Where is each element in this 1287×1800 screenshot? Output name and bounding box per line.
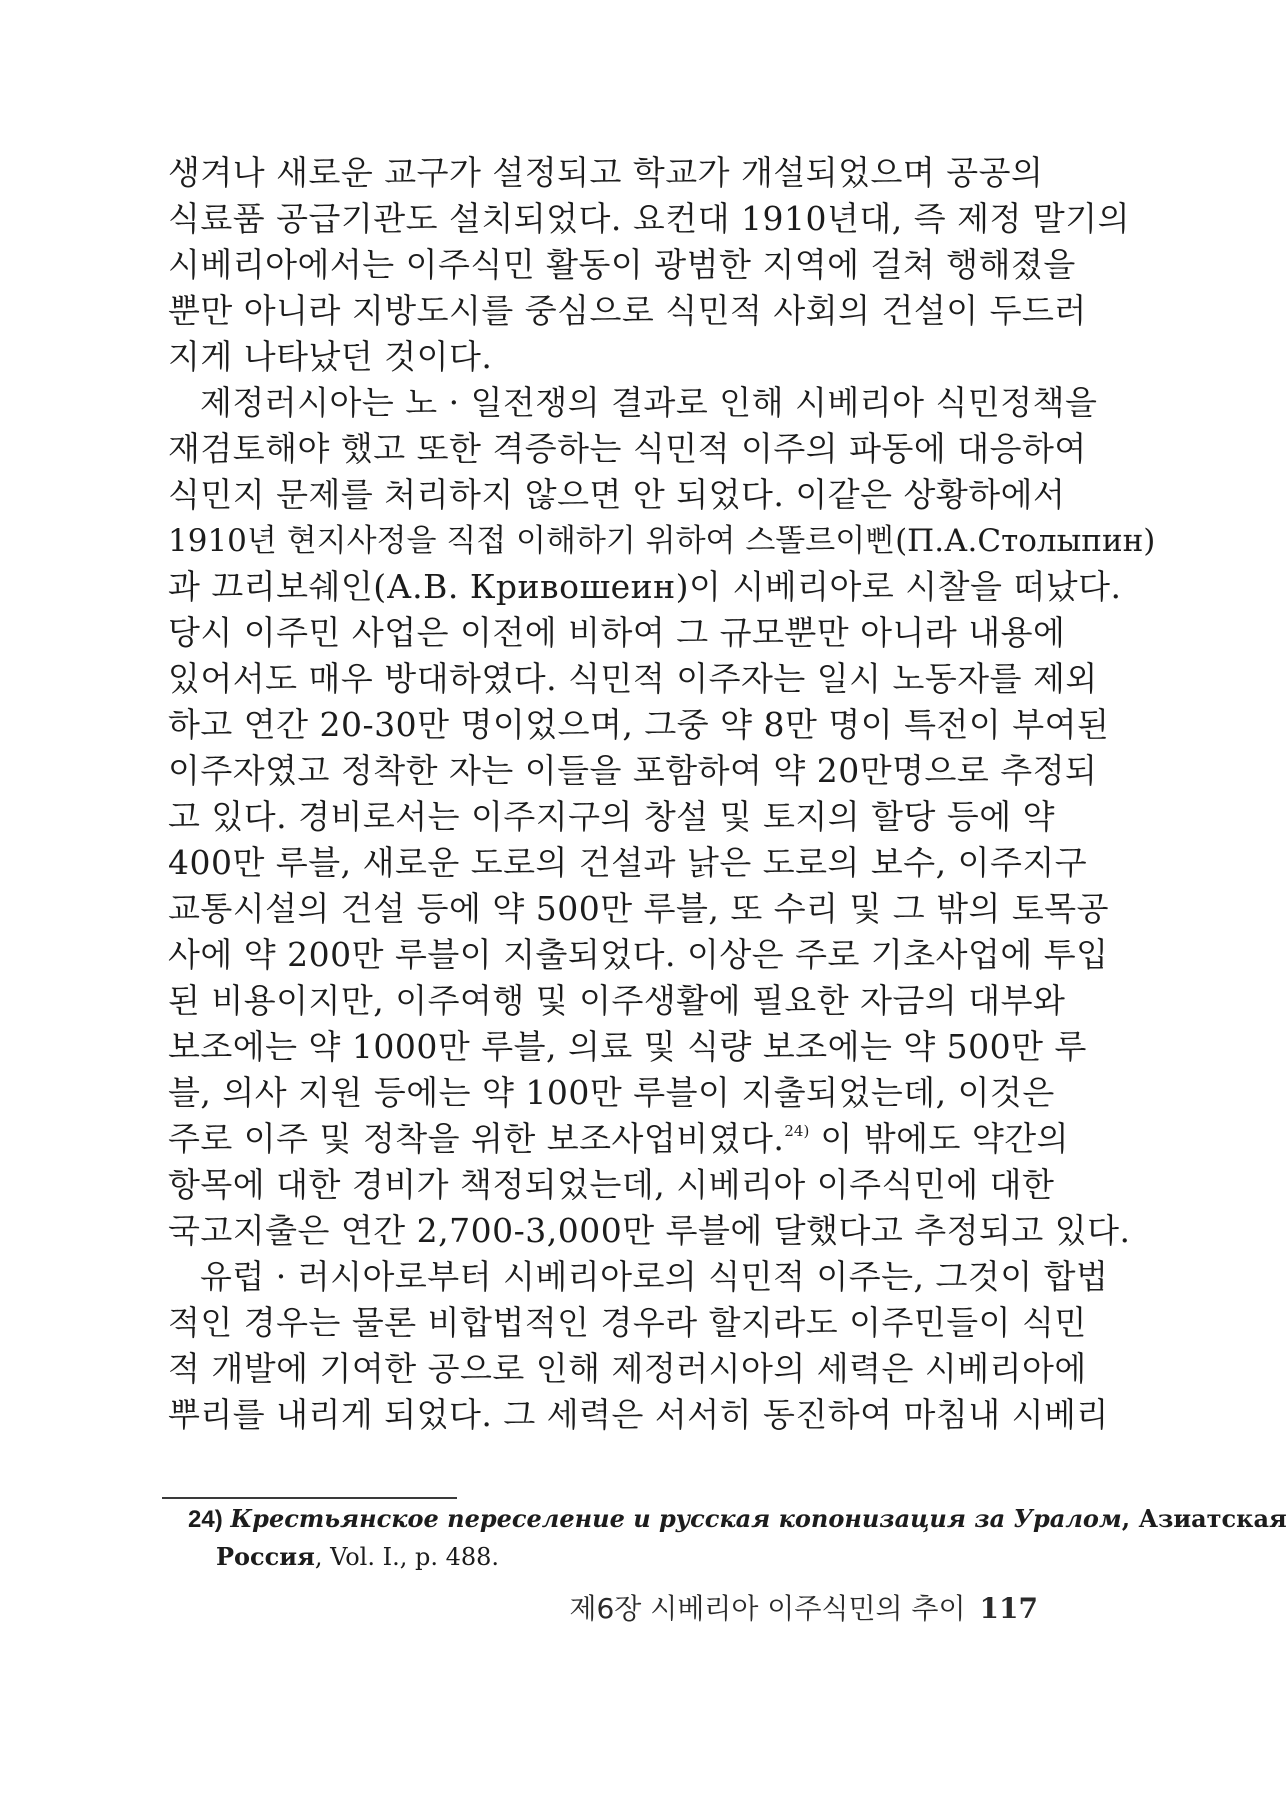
body-line: 재검토해야 했고 또한 격증하는 식민적 이주의 파동에 대응하여 xyxy=(168,429,1087,468)
body-line: 뿐만 아니라 지방도시를 중심으로 식민적 사회의 건설이 두드러 xyxy=(168,291,1087,330)
body-line: 교통시설의 건설 등에 약 500만 루블, 또 수리 및 그 밖의 토목공 xyxy=(168,889,1110,928)
footnote-volume: , Vol. I., p. 488. xyxy=(314,1543,500,1571)
body-line: 보조에는 약 1000만 루블, 의료 및 식량 보조에는 약 500만 루 xyxy=(168,1027,1087,1066)
footnote-title: Крестьянское переселение и русская копонизация за Уралом xyxy=(230,1504,1122,1533)
body-line: 고 있다. 경비로서는 이주지구의 창설 및 토지의 할당 등에 약 xyxy=(168,797,1055,836)
footnote-number: 24) xyxy=(188,1506,223,1533)
body-line: 된 비용이지만, 이주여행 및 이주생활에 필요한 자금의 대부와 xyxy=(168,981,1066,1020)
body-line: 식료품 공급기관도 설치되었다. 요컨대 1910년대, 즉 제정 말기의 xyxy=(168,199,1130,238)
body-line: 당시 이주민 사업은 이전에 비하여 그 규모뿐만 아니라 내용에 xyxy=(168,613,1066,652)
body-line: 과 끄리보쉐인(А.В. Кривошеин)이 시베리아로 시찰을 떠났다. xyxy=(168,567,1122,606)
body-line: 적 개발에 기여한 공으로 인해 제정러시아의 세력은 시베리아에 xyxy=(168,1349,1087,1388)
body-line: 1910년 현지사정을 직접 이해하기 위하여 스똘르이삔(П.А.Столыпин) xyxy=(168,523,1156,559)
footnote-24 xyxy=(188,1503,1287,1536)
footnote-ref[interactable]: 24) xyxy=(784,1122,810,1140)
chapter-title: 제6장 시베리아 이주식민의 추이 xyxy=(569,1592,966,1625)
body-line: 유럽 · 러시아로부터 시베리아로의 식민적 이주는, 그것이 합법 xyxy=(200,1257,1109,1296)
body-line: 항목에 대한 경비가 책정되었는데, 시베리아 이주식민에 대한 xyxy=(168,1165,1055,1204)
body-line: 생겨나 새로운 교구가 설정되고 학교가 개설되었으며 공공의 xyxy=(168,153,1044,192)
body-line: 있어서도 매우 방대하였다. 식민적 이주자는 일시 노동자를 제외 xyxy=(168,659,1098,698)
body-line: 사에 약 200만 루블이 지출되었다. 이상은 주로 기초사업에 투입 xyxy=(168,935,1109,974)
footnote-divider xyxy=(162,1497,457,1499)
running-footer xyxy=(569,1592,1038,1626)
body-line: 제정러시아는 노 · 일전쟁의 결과로 인해 시베리아 식민정책을 xyxy=(200,383,1098,422)
footnote-source: , Азиатская xyxy=(1121,1504,1287,1533)
body-line: 400만 루블, 새로운 도로의 건설과 낡은 도로의 보수, 이주지구 xyxy=(168,843,1088,882)
body-line: 지게 나타났던 것이다. xyxy=(168,337,493,376)
body-line-text: 이 밖에도 약간의 xyxy=(820,1119,1069,1158)
body-line: 적인 경우는 물론 비합법적인 경우라 할지라도 이주민들이 식민 xyxy=(168,1303,1087,1342)
body-line: 이주자였고 정착한 자는 이들을 포함하여 약 20만명으로 추정되 xyxy=(168,751,1098,790)
footnote-24-cont xyxy=(216,1541,499,1573)
body-line-with-footnote xyxy=(168,1116,1069,1168)
body-line: 뿌리를 내리게 되었다. 그 세력은 서서히 동진하여 마침내 시베리 xyxy=(168,1395,1109,1434)
body-line: 식민지 문제를 처리하지 않으면 안 되었다. 이같은 상황하에서 xyxy=(168,475,1066,514)
body-line: 국고지출은 연간 2,700-3,000만 루블에 달했다고 추정되고 있다. xyxy=(168,1211,1131,1250)
footnote-source-cont: Россия xyxy=(216,1542,315,1571)
body-line-text: 주로 이주 및 정착을 위한 보조사업비였다. xyxy=(168,1119,785,1158)
body-line: 시베리아에서는 이주식민 활동이 광범한 지역에 걸쳐 행해졌을 xyxy=(168,245,1076,284)
body-line: 블, 의사 지원 등에는 약 100만 루블이 지출되었는데, 이것은 xyxy=(168,1073,1055,1112)
page-number: 117 xyxy=(979,1592,1038,1625)
body-line: 하고 연간 20-30만 명이었으며, 그중 약 8만 명이 특전이 부여된 xyxy=(168,705,1110,744)
